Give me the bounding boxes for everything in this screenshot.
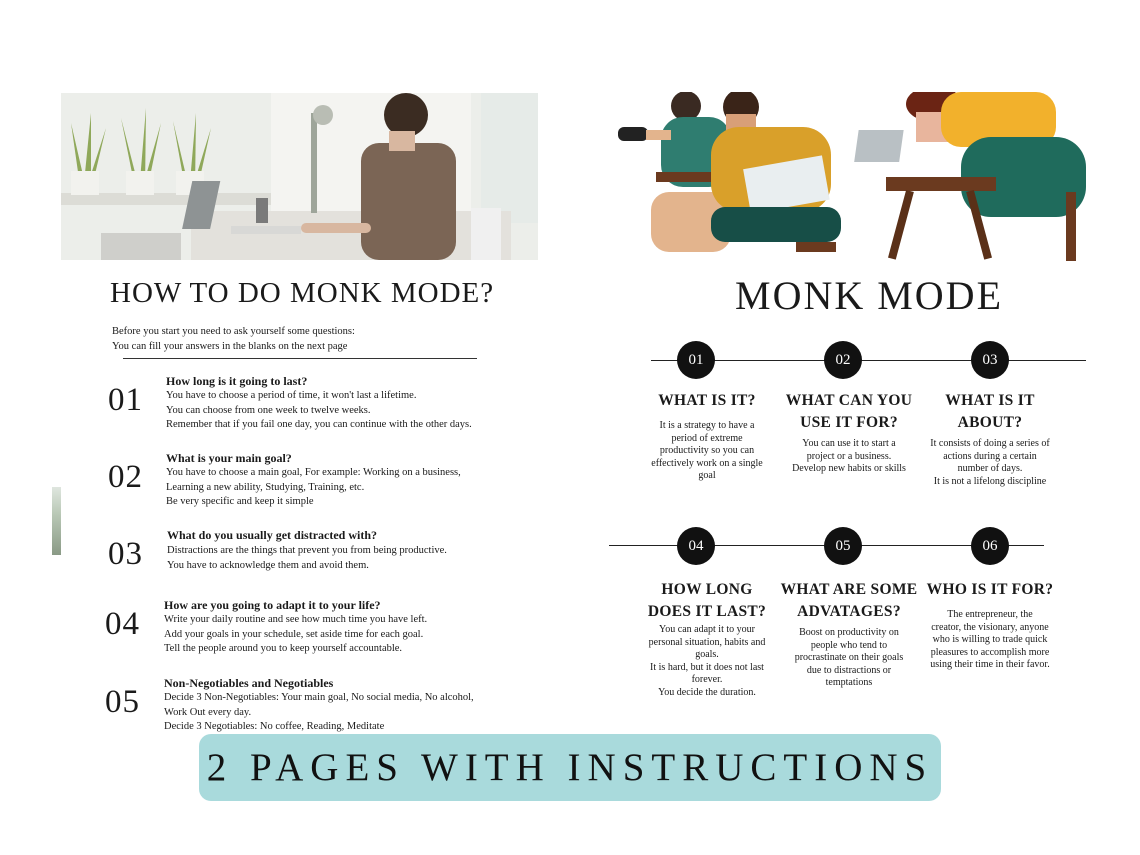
question-line: Write your daily routine and see how much time you have left. [164, 614, 428, 625]
thumbnail-strip [52, 487, 61, 555]
question-heading: How long is it going to last? [166, 374, 308, 388]
info-card [919, 579, 1061, 672]
banner-text: 2 PAGES WITH INSTRUCTIONS [206, 746, 934, 789]
card-heading: WHAT IS IT ABOUT? [945, 392, 1035, 431]
question-number: 01 [108, 382, 143, 418]
intro-line: You can fill your answers in the blanks on the next page [112, 341, 348, 352]
question-line: Add your goals in your schedule, set aside time for each goal. [164, 628, 424, 640]
intro-line: Before you start you need to ask yourself some questions: [112, 326, 355, 337]
question-heading: How are you going to adapt it to your life? [164, 598, 381, 612]
office-photo [61, 93, 538, 260]
coworkers-illustration-image [616, 92, 1086, 261]
question-line: Tell the people around you to keep yourself accountable. [164, 643, 403, 654]
question-line: You have to acknowledge them and avoid them. [167, 559, 369, 571]
office-photo-image [61, 93, 538, 260]
question-line: Learning a new ability, Studying, Training, etc. [166, 481, 365, 493]
card-body: Boost on productivity on people who tend to procrastinate on their goals due to distractions or temptations [794, 627, 904, 688]
info-card [641, 390, 773, 483]
question-body [166, 389, 472, 433]
question-body [164, 613, 427, 657]
question-body [167, 544, 447, 573]
question-body [166, 466, 461, 510]
info-card [920, 390, 1060, 488]
card-heading: WHAT ARE SOME ADVATAGES? [780, 581, 918, 620]
timeline-line [651, 360, 1086, 361]
left-page-intro [112, 324, 355, 354]
info-card [638, 579, 776, 699]
question-line: Work Out every day. [164, 706, 252, 718]
card-body: It consists of doing a series of actions during a certain number of days. It is not a lifelong discipline [930, 438, 1050, 487]
question-heading: What do you usually get distracted with? [167, 528, 378, 542]
question-number: 03 [108, 536, 143, 572]
question-line: Be very specific and keep it simple [166, 496, 314, 507]
step-circle: 05 [824, 527, 862, 565]
step-circle: 04 [677, 527, 715, 565]
question-number: 02 [108, 459, 143, 495]
question-number: 05 [105, 684, 140, 720]
card-heading: HOW LONG DOES IT LAST? [647, 581, 767, 620]
question-line: You have to choose a main goal, For example: Working on a business, [166, 467, 461, 478]
right-page-title: MONK MODE [735, 273, 1003, 318]
question-heading: What is your main goal? [166, 451, 292, 465]
divider [123, 358, 477, 359]
card-body: You can use it to start a project or a business. Develop new habits or skills [792, 438, 906, 474]
question-line: Decide 3 Negotiables: No coffee, Reading, Meditate [164, 721, 385, 732]
question-line: You have to choose a period of time, it won't last a lifetime. [166, 390, 417, 401]
card-body: It is a strategy to have a period of extreme productivity so you can effectively work on a single goal [651, 420, 763, 481]
info-card [776, 579, 922, 690]
question-line: Decide 3 Non-Negotiables: Your main goal, No social media, No alcohol, [164, 692, 474, 703]
step-circle: 02 [824, 341, 862, 379]
card-heading: WHO IS IT FOR? [926, 581, 1054, 598]
question-line: You can choose from one week to twelve weeks. [166, 404, 371, 416]
info-card [779, 390, 919, 476]
coworkers-illustration [616, 92, 1086, 261]
question-body [164, 691, 474, 735]
step-circle: 01 [677, 341, 715, 379]
question-number: 04 [105, 606, 140, 642]
question-line: Distractions are the things that prevent you from being productive. [167, 545, 447, 556]
left-page-title: HOW TO DO MONK MODE? [110, 277, 495, 309]
question-heading: Non-Negotiables and Negotiables [164, 676, 334, 690]
step-circle: 03 [971, 341, 1009, 379]
card-body: The entrepreneur, the creator, the visionary, anyone who is willing to trade quick pleasures to accomplish more using their time in their favor. [930, 609, 1050, 670]
card-body: You can adapt it to your personal situation, habits and goals. It is hard, but it does not last forever. You decide the duration. [648, 624, 766, 698]
card-heading: WHAT IS IT? [658, 392, 756, 409]
card-heading: WHAT CAN YOU USE IT FOR? [785, 392, 913, 431]
pages-banner [199, 734, 941, 801]
question-line: Remember that if you fail one day, you can continue with the other days. [166, 419, 472, 430]
step-circle: 06 [971, 527, 1009, 565]
